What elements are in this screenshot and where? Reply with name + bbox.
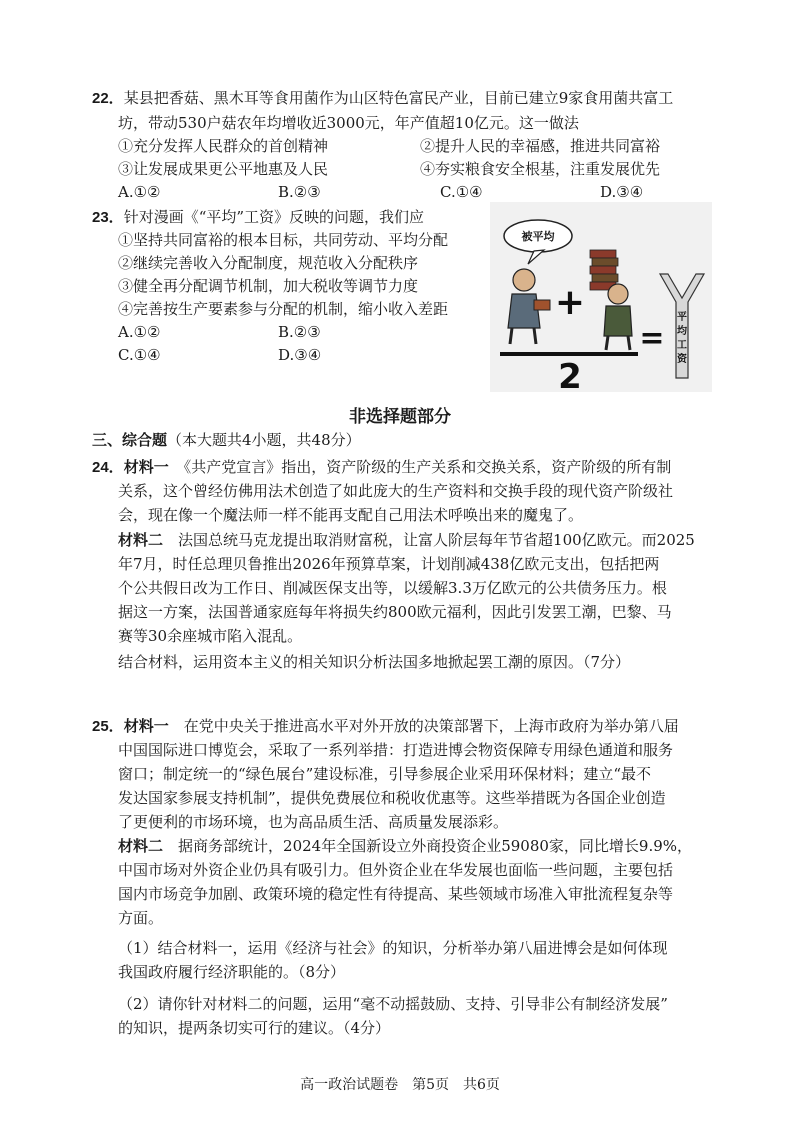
q24-m2-line2: 年7月，时任总理贝鲁推出2026年预算草案，计划削减438亿欧元支出，包括把两 bbox=[118, 555, 660, 573]
q24-material1-label: 材料一 bbox=[123, 458, 169, 476]
section-title: 非选择题部分 bbox=[349, 407, 451, 427]
q25-m2-line2: 中国市场对外资企业仍具有吸引力。但外资企业在华发展也面临一些问题，主要包括 bbox=[118, 861, 674, 879]
sign-char-1: 平 bbox=[677, 312, 687, 323]
q22-option-a: A.①② bbox=[118, 183, 161, 201]
q25-material2-text: 据商务部统计，2024年全国新设立外商投资企业59080家，同比增长9.9%， bbox=[178, 837, 693, 855]
q25-material1-label: 材料一 bbox=[123, 717, 169, 735]
q22-line1 bbox=[92, 88, 673, 109]
q25-material2-label: 材料二 bbox=[118, 837, 164, 855]
q22-statement-3: ③让发展成果更公平地惠及人民 bbox=[118, 160, 329, 178]
q24-line1 bbox=[92, 457, 671, 478]
q24-m2-line5: 赛等30余座城市陷入混乱。 bbox=[118, 627, 303, 645]
q22-line2: 坊，带动530户菇农年均增收近3000元，年产值超10亿元。这一做法 bbox=[118, 114, 579, 132]
q24-m2-line4: 据这一方案，法国普通家庭每年将损失约800欧元福利，因此引发罢工潮，巴黎、马 bbox=[118, 603, 672, 621]
q23-option-a: A.①② bbox=[118, 323, 161, 341]
q25-m1-line2: 中国国际进口博览会，采取了一系列举措：打造进博会物资保障专用绿色通道和服务 bbox=[118, 741, 674, 759]
q25-task2-line2: 的知识，提两条切实可行的建议。（4分） bbox=[118, 1019, 391, 1037]
average-wage-cartoon bbox=[490, 202, 712, 392]
q25-number: 25． bbox=[92, 718, 124, 735]
q25-m1-line5: 了更便利的市场环境，也为高品质生活、高质量发展添彩。 bbox=[118, 813, 509, 831]
q24-material2-text: 法国总统马克龙提出取消财富税，让富人阶层每年节省超100亿欧元。而2025 bbox=[178, 531, 695, 549]
sign-char-2: 均 bbox=[677, 326, 687, 337]
q24-number: 24． bbox=[92, 459, 124, 476]
q22-statement-1: ①充分发挥人民群众的首创精神 bbox=[118, 137, 329, 155]
single-book bbox=[534, 300, 550, 310]
sign-char-3: 工 bbox=[677, 340, 687, 351]
q25-m2-line1 bbox=[118, 836, 692, 856]
q25-m2-line4: 方面。 bbox=[118, 909, 164, 927]
q22-option-d: D.③④ bbox=[600, 183, 644, 201]
q25-material1-text: 在党中央关于推进高水平对外开放的决策部署下，上海市政府为举办第八届 bbox=[183, 717, 679, 735]
q24-material2-label: 材料二 bbox=[118, 531, 164, 549]
q24-m2-line1 bbox=[118, 530, 695, 550]
q23-option-c: C.①④ bbox=[118, 346, 161, 364]
q23-statement-3: ③健全再分配调节机制，加大税收等调节力度 bbox=[118, 277, 419, 295]
q23-line1 bbox=[92, 207, 424, 228]
q25-m2-line3: 国内市场竞争加剧、政策环境的稳定性有待提高、某些领域市场准入审批流程复杂等 bbox=[118, 885, 674, 903]
q24-material1-text: 《共产党宣言》指出，资产阶级的生产关系和交换关系，资产阶级的所有制 bbox=[183, 458, 672, 476]
divisor-two: 2 bbox=[558, 357, 582, 392]
q25-line1 bbox=[92, 716, 679, 737]
q22-number: 22． bbox=[92, 90, 124, 107]
q25-task1-line1: （1）结合材料一，运用《经济与社会》的知识，分析举办第八届进博会是如何体现 bbox=[118, 939, 668, 957]
part3-note: （本大题共4小题，共48分） bbox=[167, 431, 361, 449]
q23-option-b: B.②③ bbox=[278, 323, 321, 341]
q22-stem-part1: 某县把香菇、黑木耳等食用菌作为山区特色富民产业，目前已建立9家食用菌共富工 bbox=[123, 89, 674, 107]
q23-number: 23． bbox=[92, 209, 124, 226]
q25-m1-line3: 窗口；制定统一的“绿色展台”建设标准，引导参展企业采用环保材料；建立“最不 bbox=[118, 765, 652, 783]
q25-m1-line4: 发达国家参展支持机制”，提供免费展位和税收优惠等。这些举措既为各国企业创造 bbox=[118, 789, 666, 807]
q22-option-c: C.①④ bbox=[440, 183, 483, 201]
q24-m1-line2: 关系，这个曾经仿佛用法术创造了如此庞大的生产资料和交换手段的现代资产阶级社 bbox=[118, 482, 674, 500]
q23-statement-4: ④完善按生产要素参与分配的机制，缩小收入差距 bbox=[118, 300, 449, 318]
part3-heading-line bbox=[92, 430, 361, 450]
q23-statement-2: ②继续完善收入分配制度，规范收入分配秩序 bbox=[118, 254, 419, 272]
sign-char-4: 资 bbox=[677, 354, 687, 365]
part3-heading: 三、综合题 bbox=[92, 431, 168, 449]
q24-m2-line3: 个公共假日改为工作日、削减医保支出等，以缓解3.3万亿欧元的公共债务压力。根 bbox=[118, 579, 667, 597]
q23-option-d: D.③④ bbox=[278, 346, 322, 364]
q23-statement-1: ①坚持共同富裕的根本目标，共同劳动、平均分配 bbox=[118, 231, 449, 249]
q22-statement-4: ④夯实粮食安全根基，注重发展优先 bbox=[420, 160, 661, 178]
speech-bubble-text: 被平均 bbox=[521, 230, 555, 243]
q25-task1-line2: 我国政府履行经济职能的。（8分） bbox=[118, 963, 346, 981]
plus-sign: + bbox=[554, 282, 586, 323]
q25-task2-line1: （2）请你针对材料二的问题，运用“毫不动摇鼓励、支持、引导非公有制经济发展” bbox=[118, 995, 668, 1013]
q23-stem: 针对漫画《“平均”工资》反映的问题，我们应 bbox=[123, 208, 425, 226]
fraction-bar bbox=[500, 352, 638, 356]
q22-option-b: B.②③ bbox=[278, 183, 321, 201]
q22-statement-2: ②提升人民的幸福感，推进共同富裕 bbox=[420, 137, 661, 155]
q24-m1-line3: 会，现在像一个魔法师一样不能再支配自己用法术呼唤出来的魔鬼了。 bbox=[118, 506, 584, 524]
equals-sign: = bbox=[639, 321, 665, 356]
page-footer: 高一政治试题卷 第5页 共6页 bbox=[300, 1077, 500, 1093]
q24-task: 结合材料，运用资本主义的相关知识分析法国多地掀起罢工潮的原因。（7分） bbox=[118, 653, 631, 671]
